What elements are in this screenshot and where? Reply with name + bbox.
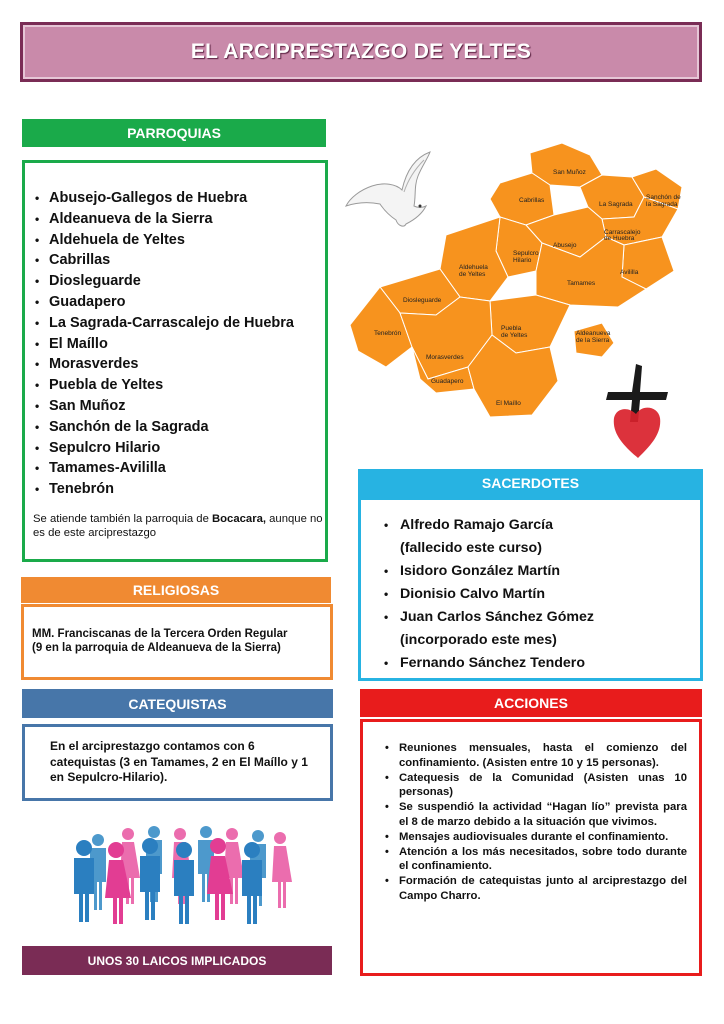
list-item: • Mensajes audiovisuales durante el confinamiento. (385, 830, 687, 845)
list-item: • Abusejo-Gallegos de Huebra (35, 188, 294, 209)
list-item: • Sanchón de la Sagrada (35, 417, 294, 438)
list-item: • Atención a los más necesitados, sobre todo durante el confinamiento. (385, 845, 687, 875)
map-label: de Yeltes (501, 332, 528, 339)
catequistas-text: En el arciprestazgo contamos con 6 catequistas (3 en Tamames, 2 en El Maíllo y 1 en Sepulcro-Hilario). (50, 739, 308, 784)
page-title: EL ARCIPRESTAZGO DE YELTES (190, 40, 532, 63)
map-label: La Sagrada (599, 201, 633, 208)
people-group-image (68, 820, 298, 925)
priest-note: (fallecido este curso) (400, 540, 542, 556)
list-item: • Tamames-Avililla (35, 458, 294, 479)
laicos-banner: UNOS 30 LAICOS IMPLICADOS (22, 946, 332, 975)
sacerdotes-list (384, 514, 594, 675)
acciones-header: ACCIONES (360, 689, 702, 717)
title-banner (20, 22, 702, 82)
list-item: • Cabrillas (35, 250, 294, 271)
priest-name: • Isidoro González Martín (400, 563, 561, 579)
map-label: Guadapero (431, 378, 464, 385)
list-item: • Morasverdes (35, 354, 294, 375)
map-label: Hilario (513, 257, 532, 264)
list-item (384, 583, 594, 606)
priest-name: • Alfredo Ramajo García (400, 517, 553, 533)
parroquias-note (33, 512, 323, 540)
map-label: la Sagrada (646, 201, 678, 208)
map-label: Aldeanueva (576, 330, 611, 337)
parroquias-header: PARROQUIAS (22, 119, 326, 147)
sacerdotes-header: SACERDOTES (358, 469, 703, 497)
priest-name: • Juan Carlos Sánchez Gómez (400, 609, 594, 625)
map-label: Tamames (567, 280, 596, 287)
list-item: • Tenebrón (35, 479, 294, 500)
map-label: de Huebra (604, 235, 635, 242)
sacerdotes-box (358, 497, 703, 681)
map-label: San Muñoz (553, 169, 586, 176)
list-item: • Puebla de Yeltes (35, 375, 294, 396)
map-label: Sepulcro (513, 250, 539, 257)
note-text: Se atiende también la parroquia de (33, 513, 212, 525)
list-item: • San Muñoz (35, 396, 294, 417)
catequistas-box (22, 724, 333, 801)
list-item: • Aldeanueva de la Sierra (35, 209, 294, 230)
map-label: Avililla (620, 269, 639, 276)
list-item: • El Maíllo (35, 334, 294, 355)
list-item: • Se suspendió la actividad “Hagan lío” prevista para el 8 de marzo debido a la situación que vivimos. (385, 800, 687, 830)
note-bocacara: Bocacara, (212, 513, 267, 525)
list-item (384, 606, 594, 652)
religiosas-box (21, 604, 333, 680)
map-label: Morasverdes (426, 354, 464, 361)
priest-name: • Dionisio Calvo Martín (400, 586, 546, 602)
map-label: de Yeltes (459, 271, 486, 278)
acciones-list (385, 741, 687, 904)
map-label: Abusejo (553, 242, 577, 249)
list-item: • Guadapero (35, 292, 294, 313)
religiosas-line-2: (9 en la parroquia de Aldeanueva de la Sierra) (32, 642, 281, 654)
list-item (384, 652, 594, 675)
map-label: Diosleguarde (403, 297, 442, 304)
cross-heart-icon (602, 362, 674, 462)
map-label: El Maíllo (496, 400, 521, 407)
priest-name: • Fernando Sánchez Tendero (400, 655, 585, 671)
note-text-end: aunque no es de este arciprestazgo (33, 513, 323, 539)
map-label: Aldehuela (459, 264, 488, 271)
priest-note: (incorporado este mes) (400, 632, 557, 648)
parroquias-box (22, 160, 328, 562)
catequistas-header: CATEQUISTAS (22, 689, 333, 718)
list-item: • Formación de catequistas junto al arciprestazgo del Campo Charro. (385, 874, 687, 904)
list-item: • Diosleguarde (35, 271, 294, 292)
acciones-box (360, 719, 702, 976)
map-label: Carrascalejo (604, 229, 641, 236)
parroquias-list (35, 188, 294, 500)
list-item (384, 560, 594, 583)
list-item: • Aldehuela de Yeltes (35, 230, 294, 251)
religiosas-line-1: MM. Franciscanas de la Tercera Orden Regular (32, 628, 288, 640)
title-banner-inner (23, 25, 699, 79)
list-item: • Sepulcro Hilario (35, 438, 294, 459)
list-item: • Catequesis de la Comunidad (Asisten unas 10 personas) (385, 771, 687, 801)
list-item: • Reuniones mensuales, hasta el comienzo del confinamiento. (Asisten entre 10 y 15 personas). (385, 741, 687, 771)
map-label: Puebla (501, 325, 522, 332)
map-label: de la Sierra (576, 337, 610, 344)
religiosas-header: RELIGIOSAS (21, 577, 331, 603)
map-label: Sanchón de (646, 194, 681, 201)
list-item: • La Sagrada-Carrascalejo de Huebra (35, 313, 294, 334)
dove-icon (344, 150, 436, 230)
map-label: Cabrillas (519, 197, 545, 204)
map-label: Tenebrón (374, 330, 402, 337)
list-item (384, 514, 594, 560)
